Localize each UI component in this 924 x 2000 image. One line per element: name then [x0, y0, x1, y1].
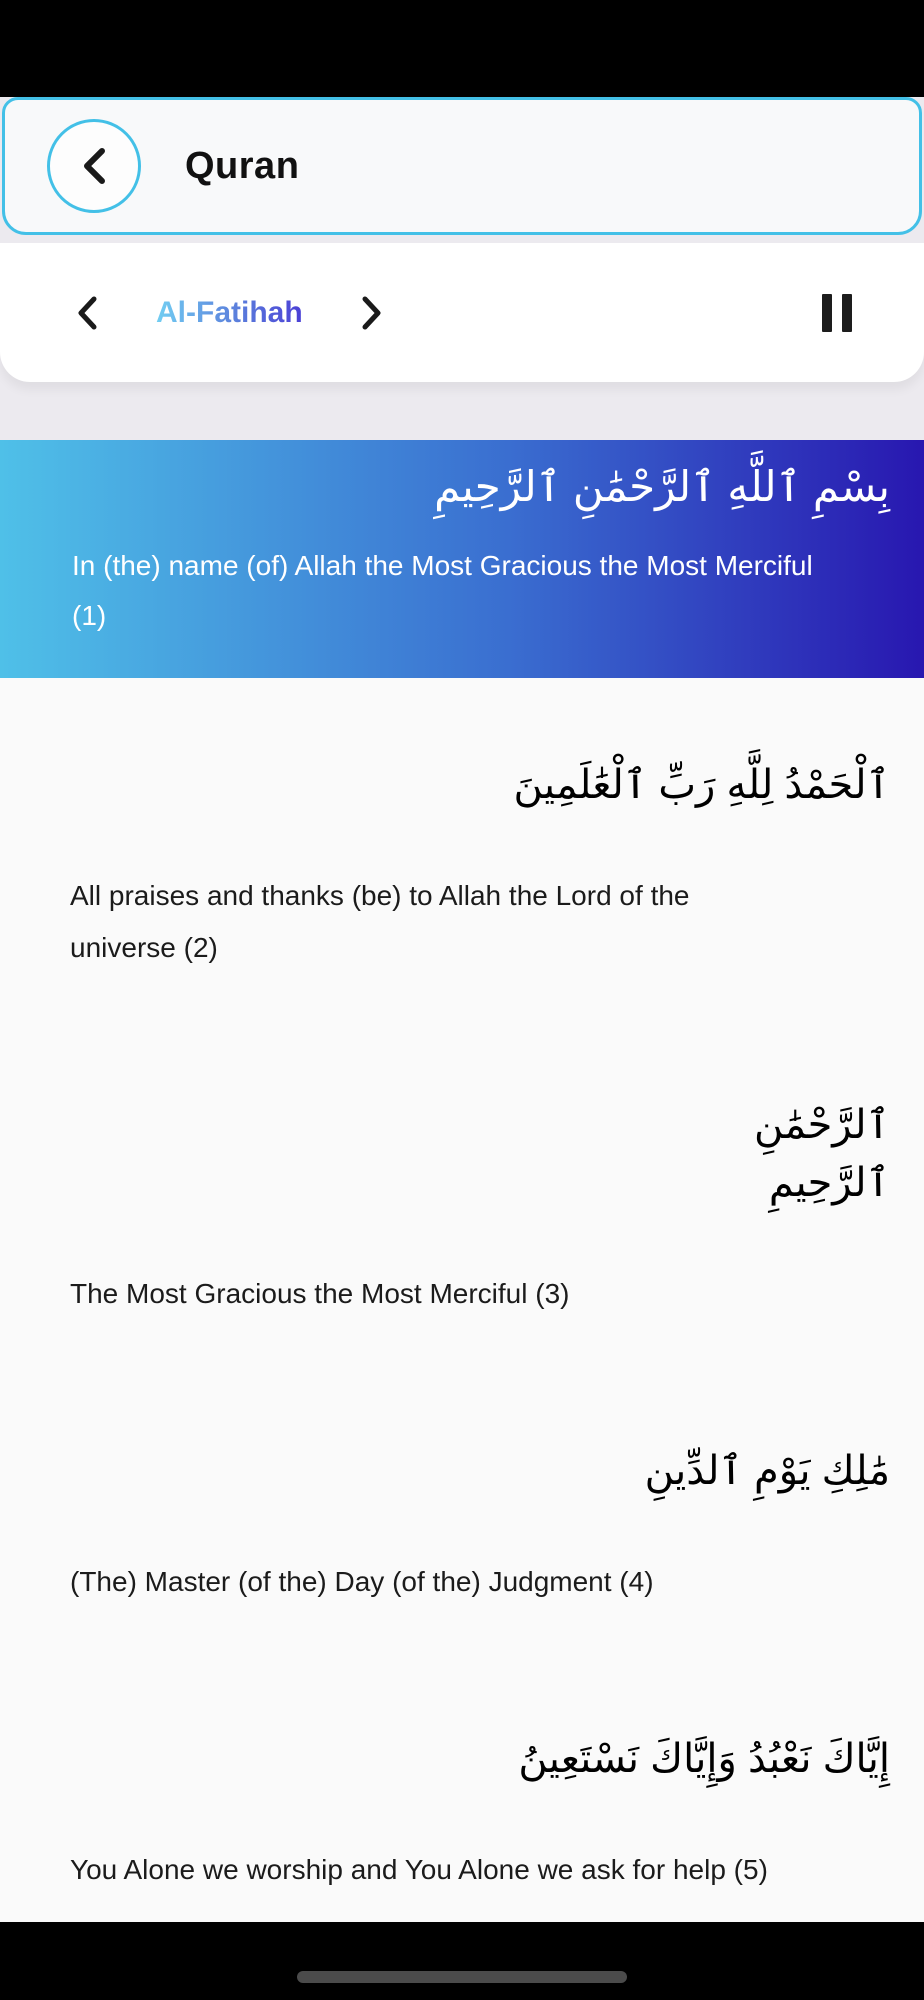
system-navigation-bar: [0, 1922, 924, 2000]
bismillah-translation-text: In (the) name (of) Allah the Most Gracious the Most Merciful (1): [72, 550, 813, 632]
page-title: Quran: [185, 144, 300, 187]
verse-item: [0, 1730, 924, 1896]
verse-arabic-text: مَٰلِكِ يَوْمِ ٱلدِّينِ: [644, 1449, 890, 1493]
previous-surah-button[interactable]: [76, 295, 98, 331]
verse-translation-text: All praises and thanks (be) to Allah the Lord of the universe (2): [70, 880, 690, 963]
verse-translation-text: (The) Master (of the) Day (of the) Judgment (4): [70, 1566, 654, 1597]
verse-item: [0, 1442, 924, 1608]
chevron-right-icon: [361, 295, 383, 331]
header: [2, 97, 922, 235]
back-button[interactable]: [47, 119, 141, 213]
chevron-left-icon: [76, 295, 98, 331]
verse-arabic-text: إِيَّاكَ نَعْبُدُ وَإِيَّاكَ نَسْتَعِينُ: [518, 1737, 890, 1781]
verse-item: [0, 756, 924, 974]
verse-item: [0, 1096, 924, 1320]
verse-list: [0, 678, 924, 1922]
next-surah-button[interactable]: [361, 295, 383, 331]
pause-button[interactable]: [822, 294, 852, 332]
pause-icon: [822, 294, 852, 332]
home-indicator[interactable]: [297, 1971, 627, 1983]
verse-translation-text: The Most Gracious the Most Merciful (3): [70, 1278, 570, 1309]
verse-translation-text: You Alone we worship and You Alone we ask for help (5): [70, 1854, 768, 1885]
chevron-left-icon: [81, 146, 107, 186]
verse-arabic-text: ٱلرَّحْمَٰنِ ٱلرَّحِيمِ: [754, 1103, 890, 1205]
status-bar: [0, 0, 924, 97]
surah-name[interactable]: Al-Fatihah: [156, 295, 303, 329]
verse-arabic-text: ٱلْحَمْدُ لِلَّهِ رَبِّ ٱلْعَٰلَمِينَ: [513, 763, 890, 807]
bismillah-banner: [0, 440, 924, 678]
surah-navigation: [0, 243, 924, 382]
bismillah-arabic-text: بِسْمِ ٱللَّهِ ٱلرَّحْمَٰنِ ٱلرَّحِيمِ: [434, 463, 890, 510]
